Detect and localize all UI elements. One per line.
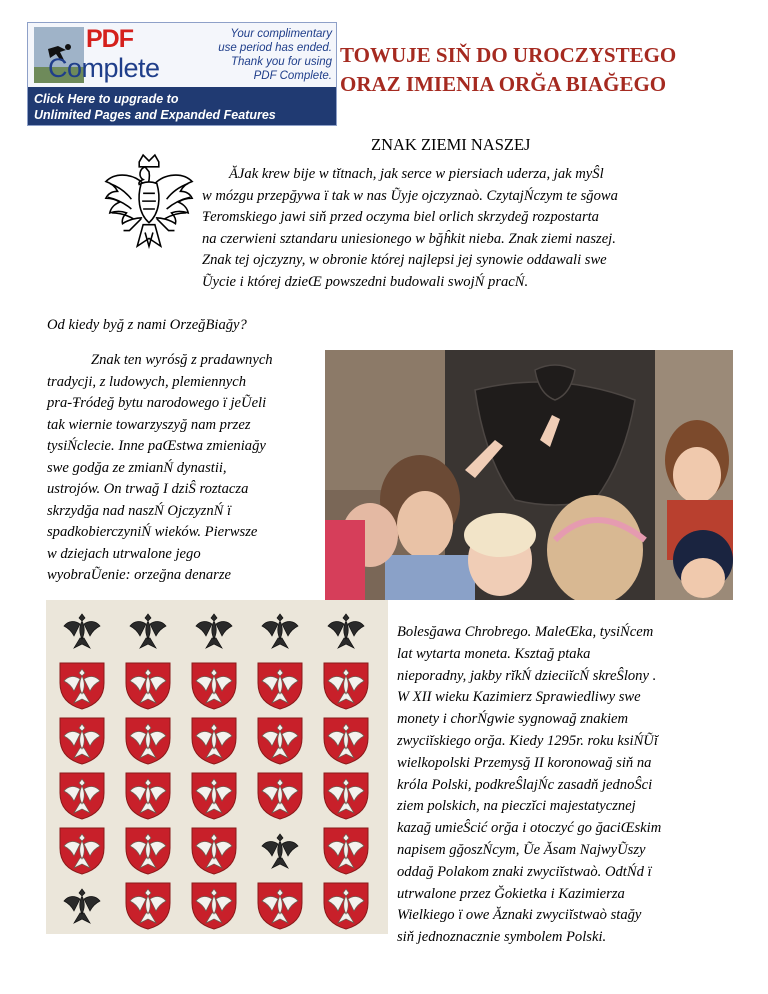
banner-header (28, 23, 336, 87)
page-title-line-2: ORAZ IMIENIA ORĞA BIAĞEGO (340, 72, 667, 96)
upgrade-link-line[interactable]: Unlimited Pages and Expanded Features (34, 108, 276, 122)
text-line: monety i chorŃgwie sygnowağ znakiem (397, 711, 629, 728)
text-line: zwyciĭskiego orğa. Kiedy 1295r. roku ksiŃŨĭ (397, 732, 658, 749)
text-line: oddağ Polakom znaki zwyciĭstwaò. OdtŃd ï (397, 863, 652, 880)
upgrade-link[interactable] (34, 91, 332, 123)
text-line: wielkopolski Przemysğ II koronowağ siň na (397, 754, 652, 771)
text-line: spadkobierczyniŃ wieków. Pierwsze (47, 524, 258, 540)
text-line: swe godğa ze zmianŃ dynastii, (47, 459, 227, 476)
text-line: W XII wieku Kazimierz Sprawiedliwy swe (397, 689, 641, 706)
text-line: napisem gğoszŃcym, Ũe Ăsam NajwyŨszy (397, 841, 646, 858)
text-line: tradycji, z ludowych, plemiennych (47, 373, 246, 390)
intro-line: Ũycie i której dzieŒ powszedni budowali swojŃ pracŃ. (202, 273, 529, 290)
intro-line: w mózgu przepğywa ï tak w nas Ũyje ojczyznaò. CzytajŃczym te sğowa (202, 187, 618, 204)
eagle-emblems-chart (46, 600, 388, 934)
banner-brand-pdf: PDF (86, 25, 133, 53)
banner-message (198, 27, 332, 83)
intro-paragraph (202, 164, 750, 293)
upgrade-link-line[interactable]: Click Here to upgrade to (34, 92, 179, 106)
white-eagle-emblem-icon (100, 150, 198, 266)
text-line: króla Polski, podkreŜlajŃc zasadň jednoŜci (397, 776, 653, 793)
banner-message-line: Thank you for using (230, 56, 332, 68)
text-line: Bolesğawa Chrobrego. MaleŒka, tysiŃcem (397, 624, 654, 640)
intro-line: na czerwieni sztandaru uniesionego w bğĥkit nieba. Znak ziemi naszej. (202, 230, 616, 247)
right-column-text (397, 622, 725, 949)
text-line: tak wiernie towarzyszyğ nam przez (47, 416, 251, 433)
text-line: Wielkiego ï owe Ăznaki zwyciĭstwaò stağy (397, 907, 642, 924)
question-heading: Od kiedy byğ z nami OrzeğBiağy? (47, 317, 247, 333)
intro-line: Znak tej ojczyzny, w obronie której najlepsi jej synowie oddawali swe (202, 252, 607, 268)
text-line: skrzydğa nad naszŃ OjczyznŃ ï (47, 502, 232, 519)
text-line: w dziejach utrwalone jego (47, 545, 201, 562)
text-line: ustrojów. On trwağ I dziŜ roztacza (47, 481, 249, 497)
intro-line: Ŧeromskiego jawi siň przed oczyma biel orlich skrzydeğ rozpostarta (202, 209, 599, 225)
text-line: tysiŃclecie. Inne paŒstwa zmieniağy (47, 438, 266, 454)
text-line: lat wytarta moneta. Ksztağ ptaka (397, 645, 591, 662)
section-heading: ZNAK ZIEMI NASZEJ (371, 135, 531, 154)
text-line: kazağ umieŜcić orğa i otoczyć go ğaciŒskim (397, 820, 662, 837)
text-line: Znak ten wyrósğ z pradawnych (91, 352, 273, 368)
text-line: utrwalone przez Ğokietka i Kazimierza (397, 885, 625, 902)
banner-message-line: Your complimentary (230, 28, 332, 40)
intro-line: ĂJak krew bije w tĭtnach, jak serce w piersiach uderza, jak myŜl (229, 166, 604, 182)
text-line: nieporadny, jakby rĭkŃ dzieciĭcŃ skreŜlony . (397, 667, 657, 684)
banner-message-line: use period has ended. (218, 42, 332, 54)
left-column-text (47, 350, 312, 587)
upgrade-banner[interactable] (27, 22, 337, 126)
text-line: pra-Ŧródeğ bytu narodowego ï jeŨeli (47, 395, 267, 411)
text-line: ziem polskich, na pieczĭci majestatycznej (397, 798, 636, 815)
text-line: wyobraŨenie: orzeğna denarze (47, 567, 232, 583)
text-line: siň jednoznacznie symbolem Polski. (397, 929, 607, 946)
banner-message-line: PDF Complete. (253, 70, 332, 82)
banner-brand-complete: Complete (48, 53, 160, 83)
page-title-line-1: TOWUJE SIŇ DO UROCZYSTEGO (340, 43, 677, 67)
children-photo (325, 350, 733, 600)
